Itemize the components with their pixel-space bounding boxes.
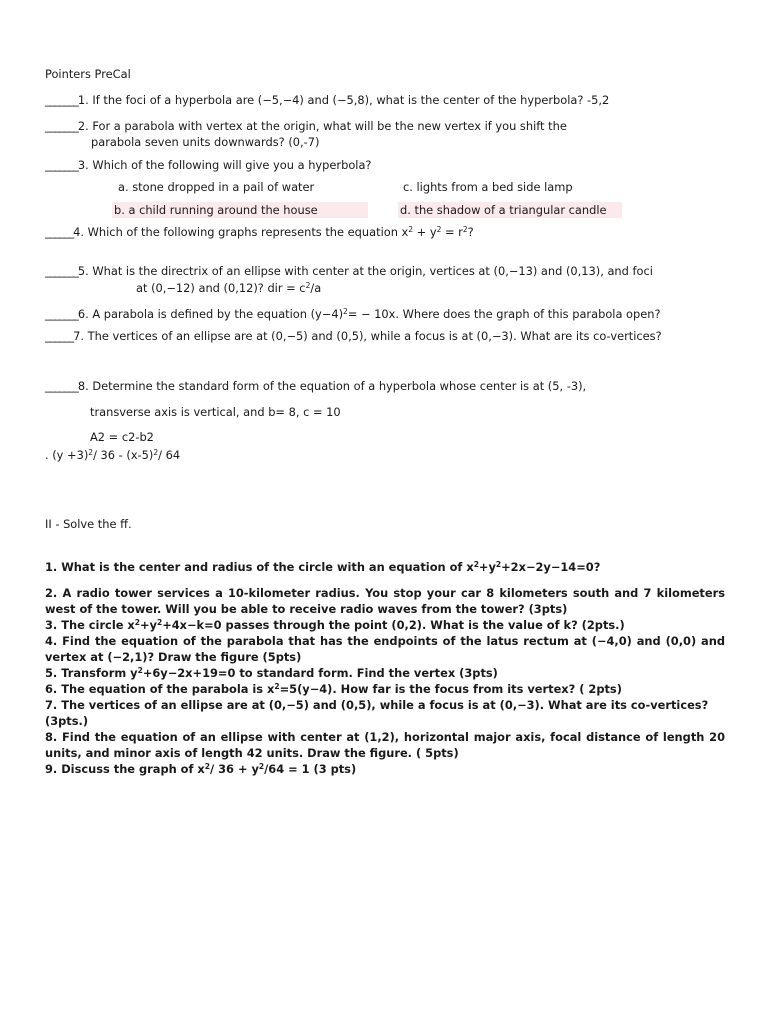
question-8: _______8. Determine the standard form of the equation of a hyperbola whose center is at (5, -3),: [45, 379, 587, 393]
answer-blank[interactable]: _______: [45, 264, 78, 278]
answer-blank[interactable]: _______: [45, 158, 78, 172]
question-6: _______6. A parabola is defined by the equation $(y-4)^2= - 10x$. Where does the graph of this parabola open?: [45, 307, 661, 321]
question-3: _______3. Which of the following will give you a hyperbola?: [45, 158, 372, 172]
question-1: _______1. If the foci of a hyperbola are (−5,−4) and (−5,8), what is the center of the hyperbola? -5,2: [45, 93, 610, 107]
choice-d: d. the shadow of a triangular candle: [398, 202, 622, 218]
choice-c: c. lights from a bed side lamp: [403, 180, 573, 194]
problem-5: 5. Transform $y^2+6y-2x+19=0$ to standard form. Find the vertex (3pts): [45, 666, 498, 680]
problem-9: 9. Discuss the graph of $x^2/$ $36 + y^2/64 = 1$ (3 pts): [45, 762, 357, 776]
question-2-continued: parabola seven units downwards? (0,-7): [91, 135, 320, 149]
question-8-given: transverse axis is vertical, and b= 8, c = 10: [90, 405, 341, 419]
answer-blank[interactable]: _______: [45, 93, 78, 107]
question-8-work: A2 = c2-b2: [90, 430, 154, 444]
section-2-heading: II - Solve the ff.: [45, 517, 132, 531]
problem-3: 3. The circle $x^2+y^2+4x-k=0$ passes through the point (0,2). What is the value of k? (2pts.): [45, 618, 625, 632]
choice-b: b. a child running around the house: [112, 202, 368, 218]
answer-blank[interactable]: _______: [45, 307, 78, 321]
question-5: _______5. What is the directrix of an ellipse with center at the origin, vertices at (0,−13) and (0,13), and foci: [45, 264, 653, 278]
problem-6: 6. The equation of the parabola is $x^2=5(y-4)$. How far is the focus from its vertex? ( 2pts): [45, 682, 622, 696]
problem-1: 1. What is the center and radius of the circle with an equation of $x^2+y^2+2x-2y-14=0$?: [45, 560, 601, 574]
answer-blank[interactable]: _______: [45, 379, 78, 393]
problem-7: 7. The vertices of an ellipse are at (0,−5) and (0,5), while a focus is at (0,−3). What are its co-vertices? (3pts.): [45, 698, 709, 728]
question-8-answer: . $(y +3)^2/$ $36 - (x-5)^2/$ 64: [45, 448, 181, 462]
worksheet-title: Pointers PreCal: [45, 67, 131, 81]
question-4: ______4. Which of the following graphs represents the equation $x^2 + y^2 = r^2$?: [45, 225, 474, 239]
problem-2: 2. A radio tower services a 10-kilometer radius. You stop your car 8 kilometers south and 7 kilometers west of the tower. Will you be able to receive radio waves from the tower? (3pts): [45, 586, 725, 616]
choice-a: a. stone dropped in a pail of water: [118, 180, 315, 194]
question-5-continued: at (0,−12) and (0,12)? dir = $c^2/a$: [136, 281, 322, 295]
problem-8: 8. Find the equation of an ellipse with center at (1,2), horizontal major axis, focal distance of length 20 units, and minor axis of length 42 units. Draw the figure. ( 5pts): [45, 730, 725, 760]
question-2: _______2. For a parabola with vertex at the origin, what will be the new vertex if you shift the: [45, 119, 567, 133]
problem-list: [45, 585, 725, 777]
answer-blank[interactable]: _______: [45, 119, 78, 133]
answer-blank[interactable]: ______: [45, 225, 74, 239]
answer-blank[interactable]: ______: [45, 329, 74, 343]
problem-4: 4. Find the equation of the parabola that has the endpoints of the latus rectum at (−4,0) and (0,0) and vertex at (−2,1)? Draw the figure (5pts): [45, 634, 725, 664]
question-7: ______7. The vertices of an ellipse are at (0,−5) and (0,5), while a focus is at (0,−3). What are its co-vertices?: [45, 329, 662, 343]
